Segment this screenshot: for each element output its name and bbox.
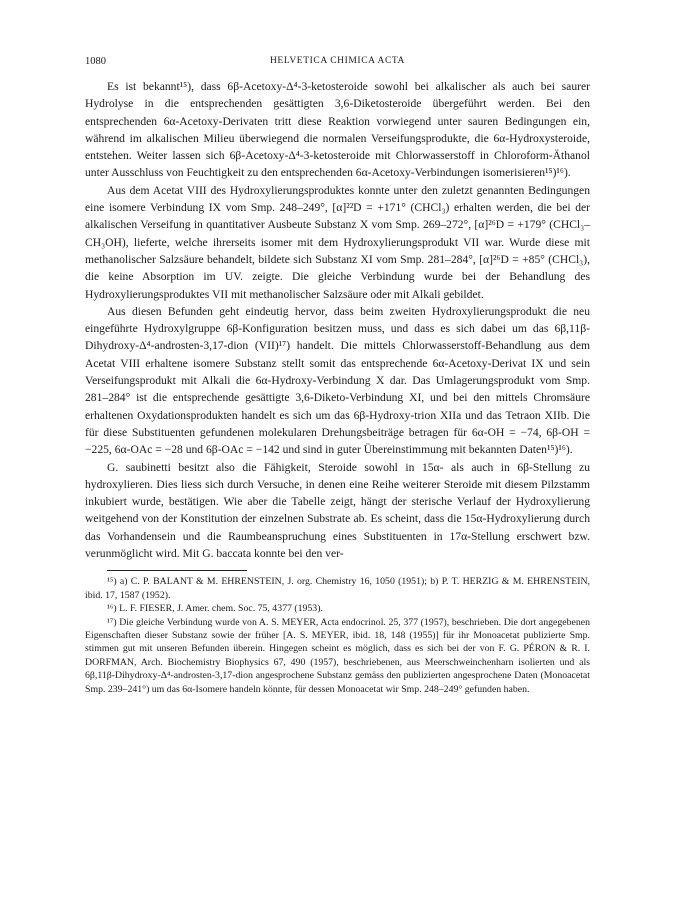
footnote: ¹⁵) a) C. P. BALANT & M. EHRENSTEIN, J. org. Chemistry 16, 1050 (1951); b) P. T. HERZIG & M. EHRENSTEIN, ibid. 17, 1587 (1952).: [85, 576, 590, 601]
paragraph: Es ist bekannt¹⁵), dass 6β-Acetoxy-Δ⁴-3-ketosteroide sowohl bei alkalischer als auch bei saurer Hydrolyse in die entsprechenden gesättigten 3,6-Diketosteroide übergeführt werden. Bei den entsprechenden 6α-Acetoxy-Derivaten tritt diese Reaktion vorwiegend unter sauren Bedingungen ein, während im alkalischen Milieu überwiegend die normalen Verseifungsprodukte, die 6α-Hydroxysteroide, entstehen. Weiter lassen sich 6β-Acetoxy-Δ⁴-3-ketosteroide mit Chlorwasserstoff in Chloroform-Äthanol unter Ausschluss von Feuchtigkeit zu den entsprechenden 6α-Acetoxy-Verbindungen isomerisieren¹⁵)¹⁶).: [85, 80, 590, 180]
page-number: 1080: [85, 56, 106, 67]
running-head: HELVETICA CHIMICA ACTA: [269, 56, 406, 66]
footnote: ¹⁶) L. F. FIESER, J. Amer. chem. Soc. 75, 4377 (1953).: [107, 603, 323, 615]
paragraph: Aus diesen Befunden geht eindeutig hervor, dass beim zweiten Hydroxylierungsprodukt die neu eingeführte Hydroxylgruppe 6β-Konfiguration besitzen muss, und dass es sich dabei um das 6β,11β-Dihydroxy-Δ⁴-androsten-3,17-dion (VII)¹⁷) handelt. Die mittels Chlorwasserstoff-Behandlung aus dem Acetat VIII erhaltene isomere Substanz stellt somit das entsprechende 6α-Acetoxy-Derivat IX und sein Verseifungsprodukt mit Alkali die 6α-Hydroxy-Verbindung X dar. Das Umlagerungsprodukt vom Smp. 281–284° ist die entsprechende gesättigte 3,6-Diketo-Verbindung XI, und bei den mittels Chromsäure erhaltenen Oxydationsprodukten handelt es sich um das 6β-Hydroxy-trion XIIa und das Tetraon XIIb. Die für diese Substituenten gefundenen molekularen Drehungsbeiträge betragen für 6α-OH = −74, 6β-OH = −225, 6α-OAc = −28 und 6β-OAc = −142 und sind in guter Übereinstimmung mit bekannten Daten¹⁵)¹⁶).: [85, 304, 590, 457]
paragraph: G. saubinetti besitzt also die Fähigkeit, Steroide sowohl in 15α- als auch in 6β-Stellung zu hydroxylieren. Dies liess sich durch Versuche, in denen eine Reihe weiterer Steroide mit diesem Pilzstamm inkubiert wurde, bestätigen. Wie aber die Tabelle zeigt, hängt der sterische Verlauf der Hydroxylierung weitgehend von der Konstitution der einzelnen Substrate ab. Es scheint, dass die 15α-Hydroxylierung durch das Vorhandensein und die Raumbeanspruchung eines Substituenten in 17α-Stellung erschwert bzw. verunmöglicht wird. Mit G. baccata konnte bei den ver-: [85, 460, 590, 561]
footnote-divider: [107, 570, 247, 571]
page-header: [85, 56, 590, 72]
footnote: ¹⁷) Die gleiche Verbindung wurde von A. S. MEYER, Acta endocrinol. 25, 377 (1957), beschrieben. Die dort angegebenen Eigenschaften dieser Substanz sowie der früher [A. S. MEYER, ibid. 18, 148 (1955)] für ihr Monoacetat publizierte Smp. stimmen gut mit unseren Befunden überein. Hingegen scheint es möglich, dass es sich bei der von F. G. PÉRON & R. I. DORFMAN, Arch. Biochemistry Biophysics 67, 490 (1957), beschriebenen, aus Meerschweinchenharn isolierten und als 6β,11β-Dihydroxy-Δ⁴-androsten-3,17-dion angesprochene Substanz gemäss den publizierten angesprochene Daten (Monoacetat Smp. 239–241°) um das 6α-Isomere handeln könnte, für dessen Monoacetat wir Smp. 248–249° gefunden haben.: [85, 616, 590, 695]
journal-page: [85, 56, 590, 696]
footnotes: [85, 575, 590, 696]
body-text: [85, 78, 590, 562]
paragraph: Aus dem Acetat VIII des Hydroxylierungsproduktes konnte unter den zuletzt genannten Bedingungen eine isomere Verbindung IX vom Smp. 248–249°, [α]²²D = +171° (CHCl₃) erhalten werden, die bei der alkalischen Verseifung in quantitativer Ausbeute Substanz X vom Smp. 269–272°, [α]²⁶D = +179° (CHCl₃–CH₃OH), lieferte, welche ihrerseits isomer mit dem Hydroxylierungsprodukt VII war. Wurde diese mit methanolischer Salzsäure behandelt, bildete sich Substanz XI vom Smp. 281–284°, [α]²⁶D = +85° (CHCl₃), die keine Absorption im UV. zeigte. Die gleiche Verbindung wurde bei der Behandlung des Hydroxylierungsproduktes VII mit methanolischer Salzsäure oder mit Alkali gebildet.: [85, 183, 590, 301]
